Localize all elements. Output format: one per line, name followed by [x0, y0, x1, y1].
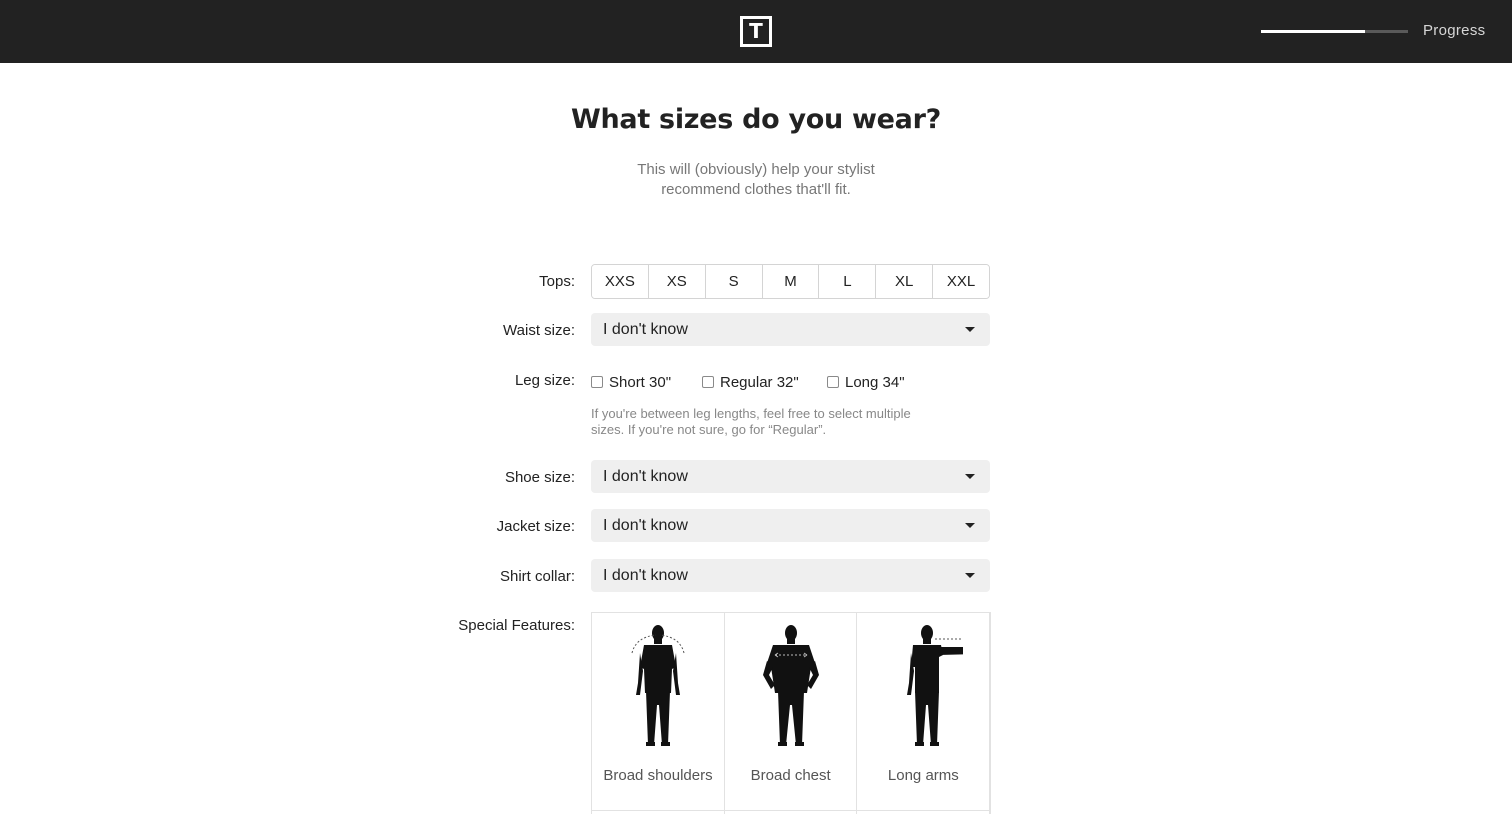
leg-option-short[interactable] — [591, 373, 671, 391]
broad-shoulders-icon — [618, 623, 698, 749]
leg-size-label: Leg size: — [514, 372, 575, 389]
special-features-grid — [591, 612, 991, 814]
checkbox[interactable] — [591, 376, 603, 388]
leg-option-label: Short 30" — [609, 373, 672, 391]
size-option-m[interactable]: M — [763, 265, 820, 298]
shirt-collar-label: Shirt collar: — [499, 568, 575, 585]
top-bar — [0, 0, 1512, 63]
leg-size-hint: If you're between leg lengths, feel free to select multiple sizes. If you're not sure, go for “Regular”. — [591, 406, 911, 437]
waist-size-select[interactable] — [591, 313, 990, 346]
tops-size-selector — [591, 264, 990, 299]
checkbox[interactable] — [702, 376, 714, 388]
shoe-size-select[interactable] — [591, 460, 990, 493]
shoe-size-label: Shoe size: — [504, 469, 575, 486]
progress-label: Progress — [1423, 22, 1486, 39]
shirt-collar-value: I don't know — [603, 567, 688, 584]
feature-card-broad-shoulders[interactable] — [592, 613, 725, 814]
feature-card-long-arms[interactable] — [857, 613, 990, 814]
shirt-collar-select[interactable] — [591, 559, 990, 592]
long-arms-icon — [883, 623, 963, 749]
size-option-l[interactable]: L — [819, 265, 876, 298]
feature-card-broad-chest[interactable] — [725, 613, 858, 814]
size-option-xxl[interactable]: XXL — [933, 265, 989, 298]
leg-option-long[interactable] — [827, 373, 905, 391]
waist-size-value: I don't know — [603, 321, 688, 338]
leg-option-label: Regular 32" — [720, 373, 799, 391]
page-subtitle: This will (obviously) help your stylist recommend clothes that'll fit. — [637, 161, 875, 198]
caret-down-icon — [965, 573, 975, 578]
broad-chest-icon — [751, 623, 831, 749]
size-option-xs[interactable]: XS — [649, 265, 706, 298]
leg-option-label: Long 34" — [845, 373, 905, 391]
size-option-xl[interactable]: XL — [876, 265, 933, 298]
logo[interactable] — [740, 16, 772, 47]
jacket-size-label: Jacket size: — [496, 518, 575, 535]
progress-bar — [1261, 30, 1408, 33]
feature-label: Broad chest — [750, 767, 831, 784]
logo-letter: T — [749, 19, 763, 43]
jacket-size-value: I don't know — [603, 517, 688, 534]
caret-down-icon — [965, 523, 975, 528]
jacket-size-select[interactable] — [591, 509, 990, 542]
size-option-s[interactable]: S — [706, 265, 763, 298]
feature-label: Long arms — [887, 767, 959, 784]
progress-fill — [1261, 30, 1365, 33]
caret-down-icon — [965, 474, 975, 479]
leg-option-regular[interactable] — [702, 373, 799, 391]
shoe-size-value: I don't know — [603, 468, 688, 485]
waist-size-label: Waist size: — [503, 322, 575, 339]
feature-label: Broad shoulders — [603, 767, 713, 784]
checkbox[interactable] — [827, 376, 839, 388]
size-option-xxs[interactable]: XXS — [592, 265, 649, 298]
tops-label: Tops: — [539, 273, 575, 290]
page-title: What sizes do you wear? — [571, 104, 941, 135]
special-features-label: Special Features: — [458, 617, 575, 634]
features-row-divider — [592, 810, 990, 811]
caret-down-icon — [965, 327, 975, 332]
